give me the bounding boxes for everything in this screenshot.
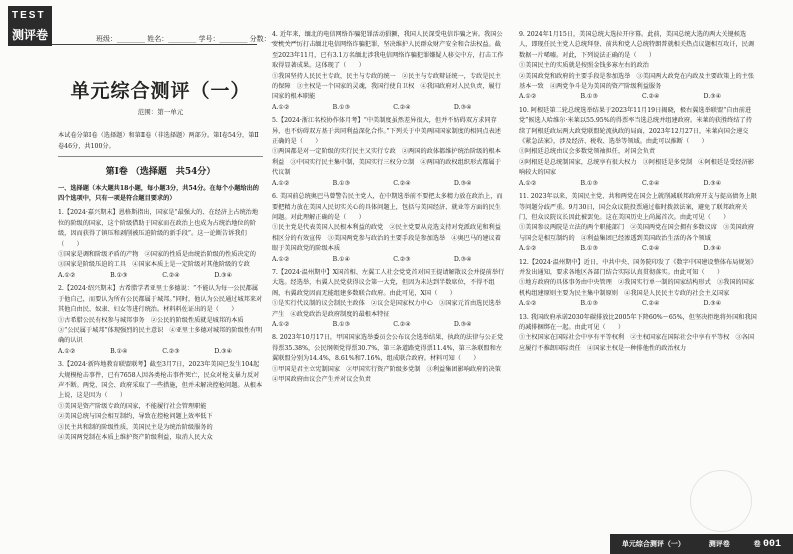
question-item xyxy=(519,258,757,310)
question-stem: 8. 2023年10月17日，甲国国家选举委员会公布议会选举结果，执政的法律与公正党得票35.38%，公民纲领党得票30.7%，第三条道路党得票11.4%，第三条联盟和左翼联盟分别为14.4%，8.61%和7.16%，组成联合政府。材料可知（ ） xyxy=(272,334,504,363)
logo-text-top: TEST xyxy=(12,10,46,21)
question-item xyxy=(272,268,507,330)
column-2 xyxy=(272,30,507,388)
question-item xyxy=(58,360,263,443)
answer-option[interactable]: C.②③ xyxy=(393,255,411,263)
answer-option[interactable]: D.③④ xyxy=(703,179,722,187)
answer-option[interactable]: C.②④ xyxy=(393,103,411,111)
question-item xyxy=(519,192,757,254)
answer-option[interactable]: B.①④ xyxy=(110,347,128,355)
question-stem: 11. 2023年以来，美国民主党、共和两党在国会上就削减联邦政府开支与提高债务上限等问题分歧严重。9月30日，国会众议院投票通过临时拨款法案，避免了联邦政府关门，但众议院议长因此被罢免。这在美国历史上尚属首次。由此可见（ ） xyxy=(519,193,757,221)
question-statement: ①两国都是对一定阶级的实行民主又实行专政 ②两国的政体都维护统治阶级的根本利益 ③中国实行民主集中制，美国实行三权分立制 ④两国的政权组织形式都属于代议制 xyxy=(272,148,501,177)
question-item xyxy=(58,208,263,281)
answer-option[interactable]: A.①② xyxy=(519,300,537,308)
question-stem: 7.【2024·温州期中】X国首相、左翼工人社会党党首对国王提请解散议会并提前举行大选。经选举，右翼人民党获得议会第一大党，但因为未达到半数席位，不得不组阁，右翼政党因而无能组建多数联合政府。由此可见，X国（ ） xyxy=(272,268,505,297)
question-item xyxy=(519,106,757,189)
watermark-stamp xyxy=(690,470,752,532)
question-statement: ①是实行代议制的议会制民主政体 ②议会是国家权力中心 ③国家元首由选民选举产生 ④政党政治是政府制度的最根本特征 xyxy=(272,300,501,318)
question-stem: 2.【2024·绍兴期末】古希腊学者亚里士多德说：“不能认为每一公民都属于他自己，而要认为所有公民都属于城邦。”同时，他认为公民通过城邦来对其他自由民、奴隶、妇女等进行统治。材料料佐证出的是（ ） xyxy=(58,285,263,314)
answer-option[interactable]: C.②④ xyxy=(393,320,411,328)
question-statement: ①我国坚持人民民主专政，民主与专政的统一 ②民主与专政辩证统一，专政是民主的保障 ③主权是一个国家的灵魂，我国行使自卫权 ④我国政府对人民负责，履行国家的根本职能 xyxy=(272,72,501,101)
answer-option[interactable]: A.①② xyxy=(272,179,290,187)
column-3 xyxy=(519,30,757,357)
answer-option[interactable]: C.②④ xyxy=(641,93,660,101)
answer-option[interactable]: D.③④ xyxy=(214,271,233,279)
answer-options xyxy=(58,347,232,357)
question-list-col3 xyxy=(519,30,757,354)
answer-option[interactable]: A.①② xyxy=(272,320,290,328)
question-statement: ①美国民主的实质就是按照金钱多寡左右的政治 xyxy=(519,62,649,70)
question-item xyxy=(272,30,507,113)
answer-option[interactable]: B.①③ xyxy=(580,245,599,253)
answer-option[interactable]: D.③④ xyxy=(703,245,722,253)
answer-option[interactable]: D.③④ xyxy=(453,255,472,263)
question-statement: ①古希腊公民有权参与城邦事务 ②公民的阶级性质就是城邦的本质 ③“公民属于城邦”体现强烈的民主意识 ④亚里士多德对城邦的阶级性有明确的认识 xyxy=(58,316,263,345)
answer-options xyxy=(58,271,232,281)
answer-option[interactable]: D.③④ xyxy=(214,347,233,355)
question-item xyxy=(58,284,263,357)
question-item xyxy=(272,192,507,265)
question-stem: 3.【2024·新阵地教育联盟联考】截至3月7日，2023年美国已发生104起大规模枪击事件，已有7658人因各类枪击事件死亡，民众对枪支暴力反对声不断。两党、国会、政府采取了一些措施，但并未解决控枪问题。从根本上说，这是因为（ ） xyxy=(58,361,263,400)
question-item xyxy=(519,30,757,103)
answer-option[interactable]: C.②③ xyxy=(162,347,180,355)
answer-option[interactable]: B.①③ xyxy=(332,179,351,187)
footer-page-number: 卷 001 xyxy=(753,538,782,550)
question-statement: ③民主共和制的阶级性质，美国民主是为统治阶级服务的 xyxy=(58,423,213,431)
section-heading: 第Ⅰ卷 （选择题 共54分） xyxy=(105,167,216,178)
question-statement: ①主权国家在国际社会中享有平等权利 ②主权国家在国际社会中享有平等权 ③各国应履行不推卸国际责任 ④国家主权是一种排他性的政治权力 xyxy=(519,334,755,352)
question-stem: 5.【2024·浙江名校协作体月考】“中美制度虽然差异很大，但并不妨碍双方求同存异，也不妨碍双方基于共同利益深化合作。”下列关于中美两国国家制度的相同点表述正确的是（ ） xyxy=(272,117,501,146)
answer-option[interactable]: D.③④ xyxy=(703,93,722,101)
question-statement: ②美国总统与国会相互制约，导致在控枪问题上效率低下 xyxy=(58,413,213,421)
question-statement: ②美国政党和政府的主要手段是参加选举 ③美国两大政党在内政及主要政策上的主张基本一致 ④两党争斗是为美国的资产阶级利益服务 xyxy=(519,72,755,91)
student-info-fields: 班级：________ 姓名：________ 学号：________ 分数：________ xyxy=(96,35,299,43)
part-instructions: 一、选择题（本大题共18小题，每小题3分，共54分。在每个小题给出的四个选项中，只有一项是符合题目要求的） xyxy=(58,184,259,203)
question-item xyxy=(272,333,507,385)
question-stem: 4. 近年来，缅北的电信网络诈骗犯罪活动猖獗，我国人民深受电信诈骗之害。我国公安机关严厉打击缅北电信网络诈骗犯罪，坚决维护人民群众财产安全和合法权益。截至2023年11月，已有3.1万名缅北涉我电信网络诈骗犯罪嫌疑人移交中方，打击工作取得显著成果。这体现了（ ） xyxy=(272,31,504,70)
answer-option[interactable]: A.①② xyxy=(272,103,290,111)
answer-option[interactable]: B.①③ xyxy=(110,271,128,279)
question-statement: ①美国是资产阶级专政的国家，不能履行社会管理职能 xyxy=(58,402,207,410)
answer-option[interactable]: C.②④ xyxy=(641,245,660,253)
answer-option[interactable]: B.①③ xyxy=(580,179,599,187)
answer-option[interactable]: A.①② xyxy=(58,347,76,355)
answer-option[interactable]: C.②④ xyxy=(641,300,660,308)
test-logo xyxy=(8,6,52,46)
question-statement: ①民主党是代表美国人民根本利益的政党 ②民主党要从竞选支持对党派政见和利益相区分的有效宣传 ③美国两党参与政治的主要手段是参加选举 ④奥巴马的建议着眼于美国政党的阶级本质 xyxy=(272,224,501,253)
question-stem: 13. 我国政府承诺2030年碳排放比2005年下降60%～65%，但坚决拒绝将外国和我国的减排捆绑在一起。由此可见（ ） xyxy=(519,313,757,331)
question-statement: ②阿根廷是总统制国家，总统享有很大权力 ③阿根廷是多党制 ④阿根廷是受经济影响较大的国家 xyxy=(519,158,755,177)
answer-option[interactable]: A.①② xyxy=(519,245,537,253)
answer-option[interactable]: A.①② xyxy=(519,179,537,187)
footer-unit: 单元综合测评（一） xyxy=(621,540,685,548)
answer-option[interactable]: B.①④ xyxy=(332,255,351,263)
question-statement: ①美国参议两院是立法的两个职能部门 ②美国两党在国会拥有多数议席 ③美国政府与国会是相互制约的 ④利益集团已经渗透到美国政治生活的各个领域 xyxy=(519,224,755,242)
question-stem: 1.【2024·嘉兴期末】恩格斯指出，国家是“最强大的、在经济上占统治地位的阶级的国家，这个阶级借助于国家而在政治上也成为占统治地位的阶级，因而获得了镇压和剥削被压迫阶级的新手段”。这一论断告诉我们（ ） xyxy=(58,209,259,248)
answer-option[interactable]: A.①② xyxy=(519,93,537,101)
question-item xyxy=(519,313,757,355)
page-footer xyxy=(610,534,793,554)
answer-option[interactable]: A.①② xyxy=(272,255,290,263)
answer-option[interactable]: B.①③ xyxy=(332,320,351,328)
question-list-col2 xyxy=(272,30,507,385)
question-item xyxy=(272,116,507,189)
footer-label: 测评卷 xyxy=(708,540,730,548)
answer-option[interactable]: C.②④ xyxy=(393,179,411,187)
column-1 xyxy=(58,58,263,446)
section-divider xyxy=(58,156,263,157)
question-stem: 6. 美国前总统奥巴马曾警告民主党人，在中期选举前不要把太多精力放在政治上，而要把精力放在美国人民切实关心的具体问题上，包括与美国经济、就业等方面的民生问题。对此理解正确的是（ ） xyxy=(272,193,503,221)
answer-option[interactable]: D.③④ xyxy=(703,300,722,308)
question-stem: 9. 2024年1月15日，美国总统大选拉开序幕。此前，美国总统大选的两大关键候选人，即现任民主党人总统拜登、前共和党人总统特朗普就相关热点议题相互攻讦，民调数据一片唏嘘。对此，下列说法正确的是（ ） xyxy=(519,31,755,59)
page-scope: 范围：第一单元 xyxy=(137,108,184,116)
exam-intro: 本试卷分第Ⅰ卷（选择题）和第Ⅱ卷（非选择题）两部分。第Ⅰ卷54分，第Ⅱ卷46分，共100分。 xyxy=(58,132,259,150)
answer-options xyxy=(272,320,472,330)
question-statement: ①地方政府的具体事务由中央管理 ②我国实行单一制的国家结构形式 ③我国的国家机构组建原则主要为民主集中制原则 ④我国是人民民主专政的社会主义国家 xyxy=(519,279,755,297)
answer-option[interactable]: A.①② xyxy=(58,271,76,279)
question-statement: ④美国两党制在本质上维护资产阶级利益，取消人民大众 xyxy=(58,433,213,441)
answer-option[interactable]: C.②④ xyxy=(641,179,660,187)
question-stem: 12.【2024·温州期中】近日，中共中央、国务院印发了《数字中国建设整体布局规划》并发出通知，要求各地区各部门结合实际认真贯彻落实。由此可知（ ） xyxy=(519,258,757,276)
answer-option[interactable]: D.③④ xyxy=(453,179,472,187)
answer-options xyxy=(272,179,472,189)
answer-options xyxy=(519,244,721,254)
question-list-col1 xyxy=(58,208,263,443)
question-statement: ①阿根廷总统由议会多数党领袖担任，对国会负责 xyxy=(519,148,656,156)
answer-option[interactable]: B.①③ xyxy=(332,103,351,111)
page-title: 单元综合测评（一） xyxy=(70,80,251,102)
answer-options xyxy=(519,92,721,102)
answer-option[interactable]: B.①③ xyxy=(580,93,599,101)
header-rule xyxy=(52,44,257,45)
question-statement: ①甲国是君主立宪制国家 ②甲国实行资产阶级多党制 ③利益集团影响政府的决策 ④甲国政府由议会产生并对议会负责 xyxy=(272,365,508,383)
question-stem: 10. 阿根廷第二轮总统选举结果于2023年11月19日揭晓，极右翼选举联盟“自由前进党”候选人哈维尔·米莱以55.95%的得票率当选总统并组建政府。米莱的获胜终结了持续了阿根廷政坛两大政党联盟轮流执政的局面，2023年12月27日，米莱向国会递交《紧急法案》，涉及经济、税收、选举等领域。由此可以推断（ ） xyxy=(519,106,752,146)
answer-options xyxy=(272,255,472,265)
answer-option[interactable]: D.③④ xyxy=(453,320,472,328)
question-statement: ①国家是调和阶级矛盾的产物 ②国家的性质是由统治阶级的性质决定的 ③国家是阶级压迫的工具 ④国家本质上是一定阶级对其他阶级的专政 xyxy=(58,251,263,269)
answer-options xyxy=(519,299,721,309)
logo-text-bottom: 测评卷 xyxy=(12,28,49,42)
answer-options xyxy=(519,179,721,189)
answer-options xyxy=(272,103,472,113)
answer-option[interactable]: C.②④ xyxy=(162,271,180,279)
answer-option[interactable]: B.①③ xyxy=(580,300,599,308)
answer-option[interactable]: D.③④ xyxy=(453,103,472,111)
